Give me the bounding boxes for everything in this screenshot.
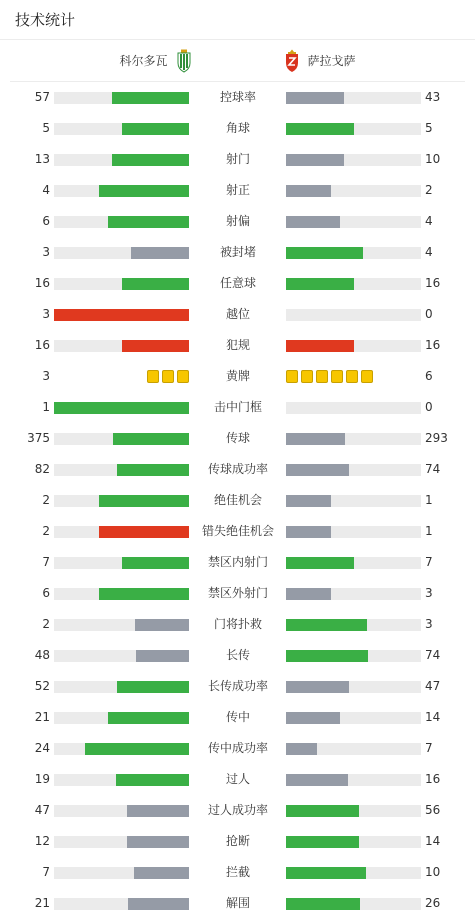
- away-bar-track: [286, 433, 421, 445]
- stat-row: [0, 423, 475, 454]
- home-bar-fill: [127, 836, 189, 848]
- home-bar-track: [54, 557, 189, 569]
- away-bar-track: [286, 92, 421, 104]
- stat-row: [0, 299, 475, 330]
- away-bar-fill: [286, 588, 331, 600]
- away-bar-track: [286, 154, 421, 166]
- stat-row: [0, 144, 475, 175]
- away-value: 0: [425, 307, 433, 321]
- home-bar-track: [54, 464, 189, 476]
- away-bar-track: [286, 867, 421, 879]
- home-bar-track: [54, 774, 189, 786]
- away-bar-fill: [286, 340, 354, 352]
- away-value: 2: [425, 183, 433, 197]
- stat-row: [0, 671, 475, 702]
- yellow-card-icon: [316, 370, 328, 383]
- away-bar-fill: [286, 92, 344, 104]
- home-bar-track: [54, 898, 189, 910]
- home-bar-track: [54, 836, 189, 848]
- home-value: 13: [34, 152, 50, 166]
- home-value: 375: [27, 431, 50, 445]
- away-value: 4: [425, 214, 433, 228]
- away-value: 26: [425, 896, 441, 910]
- away-team-crest-icon: [284, 49, 300, 73]
- away-team-name: 萨拉戈萨: [307, 54, 356, 68]
- home-yellow-cards: [147, 370, 189, 383]
- home-bar-fill: [117, 464, 189, 476]
- away-bar-track: [286, 402, 421, 414]
- home-bar-fill: [134, 867, 189, 879]
- home-value: 52: [34, 679, 50, 693]
- home-bar-track: [54, 402, 189, 414]
- home-bar-track: [54, 712, 189, 724]
- away-bar-track: [286, 774, 421, 786]
- home-bar-fill: [127, 805, 189, 817]
- home-team[interactable]: [119, 40, 191, 81]
- home-bar-track: [54, 216, 189, 228]
- stat-label: 解围: [225, 896, 250, 910]
- home-bar-fill: [108, 216, 189, 228]
- away-value: 293: [425, 431, 448, 445]
- away-value: 10: [425, 865, 441, 879]
- stat-row: [0, 640, 475, 671]
- home-bar-fill: [136, 650, 189, 662]
- home-bar-fill: [99, 588, 189, 600]
- home-bar-track: [54, 743, 189, 755]
- stat-label: 黄牌: [225, 369, 250, 383]
- stat-row: [0, 113, 475, 144]
- stat-row: [0, 485, 475, 516]
- stats-list: [0, 82, 475, 919]
- stat-row: [0, 764, 475, 795]
- home-bar-track: [54, 154, 189, 166]
- away-bar-track: [286, 185, 421, 197]
- away-value: 10: [425, 152, 441, 166]
- stat-row: [0, 361, 475, 392]
- stat-row: [0, 330, 475, 361]
- away-bar-fill: [286, 836, 359, 848]
- home-bar-fill: [117, 681, 189, 693]
- yellow-card-icon: [147, 370, 159, 383]
- away-bar-fill: [286, 805, 359, 817]
- home-bar-fill: [122, 123, 190, 135]
- away-value: 74: [425, 462, 441, 476]
- away-bar-fill: [286, 278, 354, 290]
- yellow-card-icon: [331, 370, 343, 383]
- away-bar-track: [286, 247, 421, 259]
- home-bar-track: [54, 309, 189, 321]
- home-value: 3: [42, 369, 50, 383]
- home-bar-fill: [54, 402, 189, 414]
- away-bar-fill: [286, 495, 331, 507]
- stat-label: 传中成功率: [207, 741, 268, 755]
- away-bar-fill: [286, 557, 354, 569]
- away-bar-fill: [286, 650, 368, 662]
- home-value: 7: [42, 865, 50, 879]
- away-bar-fill: [286, 433, 345, 445]
- home-bar-track: [54, 681, 189, 693]
- home-team-crest-icon: [176, 49, 192, 73]
- home-bar-track: [54, 495, 189, 507]
- away-value: 7: [425, 741, 433, 755]
- away-value: 16: [425, 772, 441, 786]
- stat-row: [0, 175, 475, 206]
- stat-label: 犯规: [225, 338, 250, 352]
- stat-label: 绝佳机会: [213, 493, 262, 507]
- away-bar-track: [286, 805, 421, 817]
- stat-row: [0, 547, 475, 578]
- home-bar-fill: [99, 526, 189, 538]
- home-bar-fill: [122, 557, 190, 569]
- home-bar-track: [54, 650, 189, 662]
- away-team[interactable]: [284, 40, 356, 81]
- home-value: 47: [34, 803, 50, 817]
- away-bar-fill: [286, 154, 344, 166]
- away-bar-fill: [286, 247, 363, 259]
- away-bar-track: [286, 588, 421, 600]
- home-value: 2: [42, 617, 50, 631]
- yellow-card-icon: [346, 370, 358, 383]
- home-bar-track: [54, 278, 189, 290]
- home-bar-fill: [99, 495, 189, 507]
- home-bar-track: [54, 433, 189, 445]
- away-value: 3: [425, 617, 433, 631]
- away-bar-track: [286, 309, 421, 321]
- stat-row: [0, 392, 475, 423]
- stat-label: 传球成功率: [207, 462, 268, 476]
- home-bar-fill: [122, 340, 190, 352]
- away-bar-track: [286, 650, 421, 662]
- away-bar-track: [286, 123, 421, 135]
- page-title: 技术统计: [15, 11, 76, 29]
- home-value: 2: [42, 493, 50, 507]
- away-yellow-cards: [286, 370, 373, 383]
- home-bar-track: [54, 867, 189, 879]
- home-bar-fill: [108, 712, 189, 724]
- stat-row: [0, 516, 475, 547]
- stat-label: 长传成功率: [207, 679, 268, 693]
- away-bar-track: [286, 681, 421, 693]
- stat-row: [0, 888, 475, 919]
- home-value: 5: [42, 121, 50, 135]
- home-value: 4: [42, 183, 50, 197]
- home-bar-fill: [99, 185, 189, 197]
- away-bar-fill: [286, 526, 331, 538]
- away-value: 3: [425, 586, 433, 600]
- away-value: 7: [425, 555, 433, 569]
- away-bar-fill: [286, 774, 348, 786]
- home-bar-track: [54, 805, 189, 817]
- home-value: 3: [42, 245, 50, 259]
- away-bar-fill: [286, 743, 317, 755]
- stat-label: 射门: [225, 152, 250, 166]
- away-bar-track: [286, 464, 421, 476]
- stat-label: 禁区内射门: [207, 555, 268, 569]
- yellow-card-icon: [301, 370, 313, 383]
- home-value: 21: [34, 710, 50, 724]
- stat-label: 过人: [225, 772, 250, 786]
- away-value: 74: [425, 648, 441, 662]
- stat-row: [0, 826, 475, 857]
- away-bar-fill: [286, 123, 354, 135]
- home-value: 21: [34, 896, 50, 910]
- away-bar-track: [286, 619, 421, 631]
- away-bar-track: [286, 712, 421, 724]
- away-value: 16: [425, 338, 441, 352]
- home-value: 12: [34, 834, 50, 848]
- stat-label: 角球: [225, 121, 250, 135]
- home-bar-fill: [54, 309, 189, 321]
- home-value: 2: [42, 524, 50, 538]
- away-value: 43: [425, 90, 441, 104]
- home-value: 57: [34, 90, 50, 104]
- home-bar-fill: [112, 92, 189, 104]
- home-value: 19: [34, 772, 50, 786]
- away-bar-track: [286, 278, 421, 290]
- home-value: 6: [42, 214, 50, 228]
- away-value: 47: [425, 679, 441, 693]
- stat-label: 击中门框: [213, 400, 262, 414]
- away-bar-fill: [286, 712, 340, 724]
- yellow-card-icon: [162, 370, 174, 383]
- away-value: 6: [425, 369, 433, 383]
- away-bar-fill: [286, 867, 366, 879]
- away-bar-fill: [286, 681, 349, 693]
- away-bar-fill: [286, 619, 367, 631]
- away-bar-fill: [286, 898, 360, 910]
- stat-row: [0, 578, 475, 609]
- teams-header: [10, 40, 465, 82]
- stat-row: [0, 268, 475, 299]
- away-value: 5: [425, 121, 433, 135]
- home-bar-fill: [112, 154, 189, 166]
- home-bar-fill: [122, 278, 190, 290]
- home-value: 6: [42, 586, 50, 600]
- home-value: 16: [34, 276, 50, 290]
- away-value: 14: [425, 710, 441, 724]
- stat-label: 被封堵: [219, 245, 256, 259]
- stat-row: [0, 609, 475, 640]
- home-bar-track: [54, 619, 189, 631]
- home-bar-track: [54, 247, 189, 259]
- stat-label: 控球率: [219, 90, 256, 104]
- away-value: 0: [425, 400, 433, 414]
- stat-label: 射正: [225, 183, 250, 197]
- home-value: 7: [42, 555, 50, 569]
- away-bar-track: [286, 743, 421, 755]
- away-value: 56: [425, 803, 441, 817]
- home-bar-track: [54, 340, 189, 352]
- away-value: 14: [425, 834, 441, 848]
- away-bar-track: [286, 836, 421, 848]
- yellow-card-icon: [286, 370, 298, 383]
- home-bar-track: [54, 588, 189, 600]
- home-team-name: 科尔多瓦: [119, 54, 168, 68]
- away-bar-fill: [286, 185, 331, 197]
- home-bar-track: [54, 526, 189, 538]
- home-value: 1: [42, 400, 50, 414]
- away-bar-track: [286, 898, 421, 910]
- home-bar-fill: [113, 433, 189, 445]
- home-bar-fill: [135, 619, 189, 631]
- home-bar-fill: [116, 774, 189, 786]
- away-bar-track: [286, 340, 421, 352]
- stat-label: 长传: [225, 648, 250, 662]
- stat-row: [0, 237, 475, 268]
- stat-label: 传中: [225, 710, 250, 724]
- home-value: 24: [34, 741, 50, 755]
- stat-row: [0, 733, 475, 764]
- home-bar-fill: [85, 743, 189, 755]
- stat-label: 越位: [225, 307, 250, 321]
- home-bar-track: [54, 123, 189, 135]
- yellow-card-icon: [177, 370, 189, 383]
- home-value: 48: [34, 648, 50, 662]
- home-bar-track: [54, 92, 189, 104]
- home-bar-fill: [128, 898, 189, 910]
- stat-label: 传球: [225, 431, 250, 445]
- away-bar-fill: [286, 464, 349, 476]
- stat-row: [0, 82, 475, 113]
- stat-row: [0, 702, 475, 733]
- stat-row: [0, 795, 475, 826]
- away-bar-fill: [286, 216, 340, 228]
- stat-row: [0, 857, 475, 888]
- home-bar-track: [54, 185, 189, 197]
- away-value: 4: [425, 245, 433, 259]
- away-bar-track: [286, 216, 421, 228]
- away-bar-track: [286, 495, 421, 507]
- stat-row: [0, 206, 475, 237]
- stat-label: 拦截: [225, 865, 250, 879]
- stat-label: 禁区外射门: [207, 586, 268, 600]
- stat-label: 射偏: [225, 214, 250, 228]
- away-value: 1: [425, 524, 433, 538]
- stat-label: 抢断: [225, 834, 250, 848]
- away-bar-track: [286, 526, 421, 538]
- away-value: 1: [425, 493, 433, 507]
- stat-label: 过人成功率: [207, 803, 268, 817]
- home-value: 3: [42, 307, 50, 321]
- away-bar-track: [286, 557, 421, 569]
- stat-label: 门将扑救: [213, 617, 262, 631]
- section-header: [0, 0, 475, 40]
- stat-label: 错失绝佳机会: [201, 524, 274, 538]
- yellow-card-icon: [361, 370, 373, 383]
- home-value: 16: [34, 338, 50, 352]
- home-bar-fill: [131, 247, 189, 259]
- stat-label: 任意球: [219, 276, 256, 290]
- home-value: 82: [34, 462, 50, 476]
- stat-row: [0, 454, 475, 485]
- away-value: 16: [425, 276, 441, 290]
